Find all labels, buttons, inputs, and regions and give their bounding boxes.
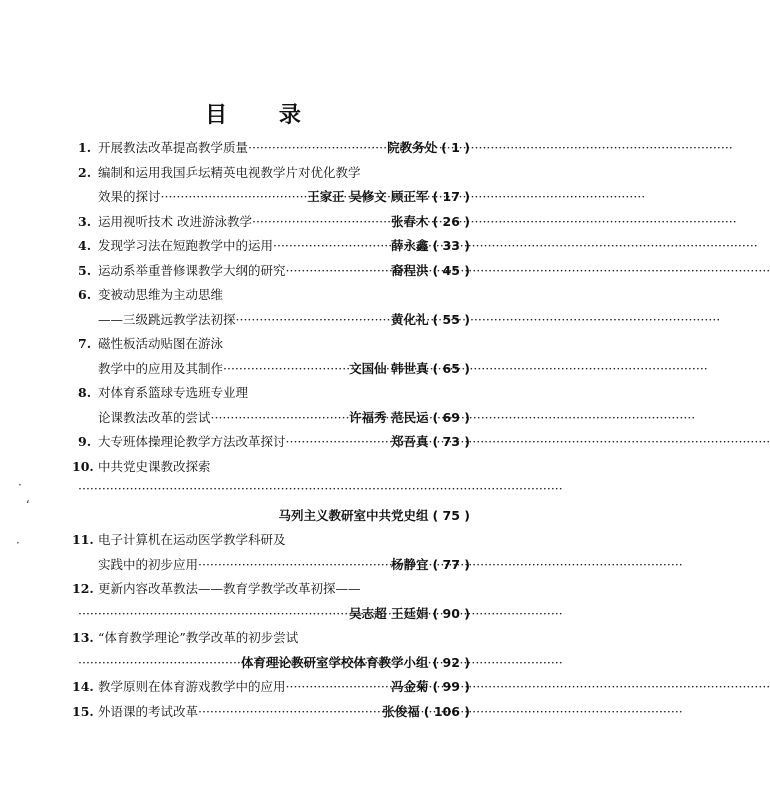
entry-page: ( 1 ) <box>441 140 470 155</box>
dot-leader <box>273 238 389 253</box>
entry-title: 磁性板活动贴图在游泳 <box>98 336 224 351</box>
entry-title: 运用视听技术 改进游泳教学 <box>98 213 252 229</box>
entry-number: 2. <box>78 164 92 180</box>
toc-entry <box>78 236 470 261</box>
toc-entry <box>72 677 470 702</box>
dot-leader <box>286 263 389 278</box>
entry-title-continued: 实践中的初步应用 <box>98 556 199 572</box>
entry-page: ( 75 ) <box>432 507 470 523</box>
entry-author: 郑吾真 <box>390 434 429 449</box>
entry-page: ( 106 ) <box>423 703 470 719</box>
entry-page: ( 65 ) <box>432 360 470 376</box>
entry-number: 14. <box>72 679 94 694</box>
dot-leader <box>236 312 389 327</box>
dot-leader <box>78 606 347 621</box>
entry-number: 12. <box>72 581 94 596</box>
toc-entry <box>72 702 470 727</box>
scan-speck: · <box>16 536 20 550</box>
entry-title-continued: 效果的探讨 <box>98 189 161 204</box>
entry-title: 发现学习法在短跑教学中的运用 <box>98 238 274 253</box>
entry-page: ( 99 ) <box>432 679 470 694</box>
entry-number: 4. <box>78 238 92 253</box>
entry-title: “体育教学理论”教学改革的初步尝试 <box>98 630 299 645</box>
toc-entry <box>72 457 470 531</box>
entry-author: 张俊福 <box>382 703 420 719</box>
entry-author: 院教务处 <box>387 140 438 155</box>
toc-entry <box>78 383 470 432</box>
entry-title: 电子计算机在运动医学教学科研及 <box>98 532 286 547</box>
entry-author: 杨静宜 <box>390 556 429 572</box>
entry-author: 薛永鑫 <box>390 238 429 253</box>
dot-leader <box>78 481 470 496</box>
entry-number: 8. <box>78 385 92 400</box>
dot-leader <box>252 214 389 229</box>
toc-entry <box>72 579 470 628</box>
dot-leader <box>211 410 348 425</box>
entry-page: ( 92 ) <box>432 654 470 670</box>
entry-title: 更新内容改革教法——教育学教学改革初探—— <box>98 581 361 596</box>
scan-speck: · <box>18 478 22 492</box>
entry-title: 中共党史课教改探索 <box>98 458 211 474</box>
toc-entry <box>72 530 470 579</box>
entry-title-continued: 教学中的应用及其制作 <box>98 360 224 376</box>
entry-page: ( 45 ) <box>432 262 470 278</box>
toc-entry <box>78 212 470 237</box>
entry-number: 11. <box>72 532 94 547</box>
toc-entry <box>72 628 470 677</box>
entry-title-continued: 论课教法改革的尝试 <box>98 409 211 425</box>
toc-entry <box>78 163 470 212</box>
entry-title: 开展教法改革提高教学质量 <box>98 140 249 155</box>
toc-entry <box>78 432 470 457</box>
entry-title: 大专班体操理论教学方法改革探讨 <box>98 434 286 449</box>
entry-author: 体育理论教研室学校体育教学小组 <box>240 654 429 670</box>
entry-number: 5. <box>78 262 92 278</box>
entry-page: ( 77 ) <box>432 556 470 572</box>
entry-page: ( 17 ) <box>432 189 470 204</box>
entry-title: 编制和运用我国乒坛精英电视教学片对优化教学 <box>98 164 361 180</box>
entry-title: 教学原则在体育游戏教学中的应用 <box>98 679 286 694</box>
entry-number: 10. <box>72 458 94 474</box>
dot-leader <box>248 140 385 155</box>
entry-page: ( 55 ) <box>432 311 470 327</box>
toc-entry <box>78 334 470 383</box>
entry-author: 张春木 <box>390 213 429 229</box>
entry-number: 9. <box>78 434 92 449</box>
table-of-contents <box>72 138 470 726</box>
dot-leader <box>198 704 380 719</box>
dot-leader <box>198 557 389 572</box>
toc-entry <box>78 261 470 286</box>
dot-leader <box>223 361 347 376</box>
entry-number: 6. <box>78 287 92 302</box>
entry-author: 马列主义教研室中共党史组 <box>278 507 429 523</box>
entry-author: 裔程洪 <box>390 262 429 278</box>
entry-title: 运动系举重普修课教学大纲的研究 <box>98 262 286 278</box>
entry-page: ( 90 ) <box>432 605 470 621</box>
entry-title: 对体育系篮球专选班专业理 <box>98 385 249 400</box>
toc-entry <box>78 138 470 163</box>
page-title: 目 录 <box>205 102 323 128</box>
entry-page: ( 33 ) <box>432 238 470 253</box>
entry-author: 吴志超 王廷娟 <box>349 605 429 621</box>
entry-title: 外语课的考试改革 <box>98 703 199 719</box>
entry-page: ( 73 ) <box>432 434 470 449</box>
entry-author: 许福秀 范民运 <box>349 409 429 425</box>
entry-author: 王家正 吴修文 顾正军 <box>307 189 429 204</box>
dot-leader <box>78 655 239 670</box>
entry-number: 15. <box>72 703 94 719</box>
entry-author: 文国仙 韩世真 <box>349 360 429 376</box>
entry-author: 冯金菊 <box>390 679 429 694</box>
entry-author: 黄化礼 <box>390 311 429 327</box>
dot-leader <box>161 189 306 204</box>
entry-page: ( 26 ) <box>432 213 470 229</box>
toc-entry <box>78 285 470 334</box>
entry-title: 变被动思维为主动思维 <box>98 287 224 302</box>
dot-leader <box>286 434 389 449</box>
entry-number: 3. <box>78 213 92 229</box>
entry-number: 13. <box>72 630 94 645</box>
entry-number: 1. <box>78 140 92 155</box>
entry-title-continued: ——三级跳远教学法初探 <box>98 311 236 327</box>
entry-page: ( 69 ) <box>432 409 470 425</box>
dot-leader <box>286 679 389 694</box>
scan-speck: ʻ <box>26 498 30 512</box>
entry-number: 7. <box>78 336 92 351</box>
